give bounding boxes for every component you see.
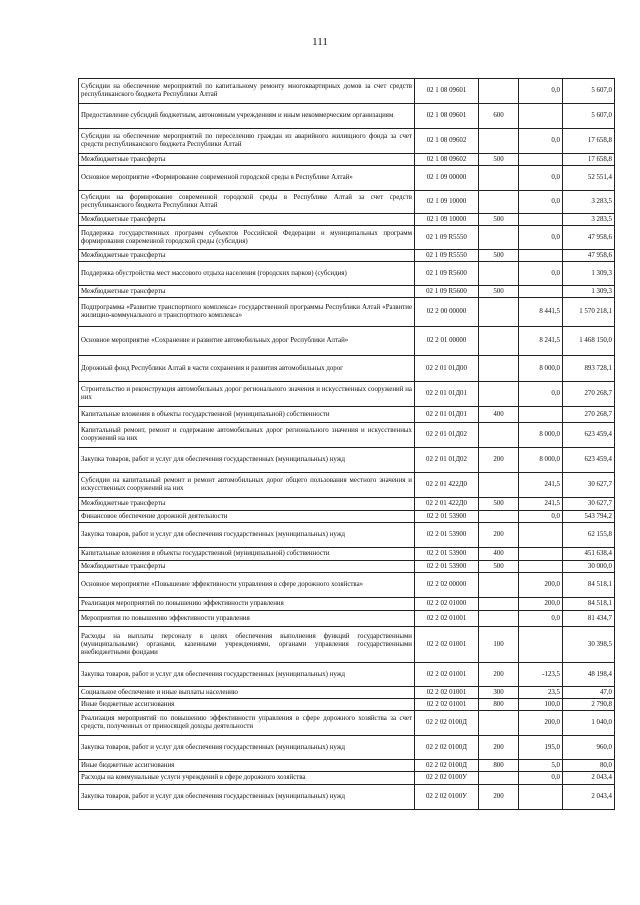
target-article-code-cell: 02 1 09 R5600 bbox=[415, 262, 479, 286]
total-amount-cell: 1 468 150,0 bbox=[563, 327, 615, 356]
total-amount-cell: 81 434,7 bbox=[563, 611, 615, 627]
expenditure-name-cell: Субсидии на обеспечение мероприятий по капитальному ремонту многоквартирных домов за счет средств республиканского бюджета Республики Алтай bbox=[79, 79, 415, 104]
total-amount-cell: 52 551,4 bbox=[563, 166, 615, 191]
expenditure-name-cell: Реализация мероприятий по повышению эффективности управления bbox=[79, 598, 415, 611]
target-article-code-cell: 02 2 02 0100У bbox=[415, 785, 479, 810]
expenditure-name-cell: Закупка товаров, работ и услуг для обеспечения государственных (муниципальных) нужд bbox=[79, 736, 415, 760]
expenditure-name-cell: Расходы на выплаты персоналу в целях обеспечения выполнения функций государственными (муниципальными) органами, казенными учреждениями, органами управления государственными внебюджетными фондами bbox=[79, 627, 415, 663]
change-amount-cell: 8 000,0 bbox=[519, 356, 563, 382]
change-amount-cell: 0,0 bbox=[519, 79, 563, 104]
expenditure-name-cell: Межбюджетные трансферты bbox=[79, 498, 415, 511]
target-article-code-cell: 02 2 02 01001 bbox=[415, 627, 479, 663]
total-amount-cell: 30 627,7 bbox=[563, 473, 615, 498]
table-row bbox=[79, 548, 615, 561]
expenditure-name-cell: Закупка товаров, работ и услуг для обеспечения государственных (муниципальных) нужд bbox=[79, 785, 415, 810]
total-amount-cell: 623 459,4 bbox=[563, 423, 615, 448]
expense-type-cell bbox=[479, 226, 519, 250]
change-amount-cell: 0,0 bbox=[519, 262, 563, 286]
expenditure-name-cell: Расходы на коммунальные услуги учреждений в сфере дорожного хозяйства bbox=[79, 772, 415, 785]
table-row bbox=[79, 687, 615, 699]
target-article-code-cell: 02 2 02 0100У bbox=[415, 772, 479, 785]
total-amount-cell: 30 000,0 bbox=[563, 561, 615, 573]
page-number: 111 bbox=[312, 36, 328, 48]
total-amount-cell: 3 283,5 bbox=[563, 214, 615, 226]
table-row bbox=[79, 250, 615, 262]
total-amount-cell: 2 043,4 bbox=[563, 785, 615, 810]
target-article-code-cell: 02 1 09 R5550 bbox=[415, 226, 479, 250]
table-row bbox=[79, 523, 615, 548]
change-amount-cell: 241,5 bbox=[519, 473, 563, 498]
total-amount-cell: 5 607,0 bbox=[563, 79, 615, 104]
target-article-code-cell: 02 1 09 10000 bbox=[415, 191, 479, 214]
change-amount-cell: 200,0 bbox=[519, 711, 563, 736]
expenditure-name-cell: Закупка товаров, работ и услуг для обеспечения государственных (муниципальных) нужд bbox=[79, 523, 415, 548]
total-amount-cell: 893 728,1 bbox=[563, 356, 615, 382]
target-article-code-cell: 02 2 02 01001 bbox=[415, 699, 479, 711]
expense-type-cell: 500 bbox=[479, 561, 519, 573]
total-amount-cell: 2 790,8 bbox=[563, 699, 615, 711]
expense-type-cell bbox=[479, 166, 519, 191]
table-row bbox=[79, 262, 615, 286]
target-article-code-cell: 02 2 01 01Д01 bbox=[415, 382, 479, 407]
expense-type-cell bbox=[479, 262, 519, 286]
total-amount-cell: 451 638,4 bbox=[563, 548, 615, 561]
table-row bbox=[79, 711, 615, 736]
expense-type-cell: 500 bbox=[479, 250, 519, 262]
change-amount-cell bbox=[519, 250, 563, 262]
change-amount-cell bbox=[519, 627, 563, 663]
total-amount-cell: 48 198,4 bbox=[563, 663, 615, 687]
expense-type-cell bbox=[479, 598, 519, 611]
expense-type-cell: 200 bbox=[479, 523, 519, 548]
target-article-code-cell: 02 2 02 01001 bbox=[415, 663, 479, 687]
total-amount-cell: 543 794,2 bbox=[563, 511, 615, 523]
expenditure-name-cell: Межбюджетные трансферты bbox=[79, 286, 415, 298]
target-article-code-cell: 02 2 01 01Д01 bbox=[415, 407, 479, 423]
table-body bbox=[79, 79, 615, 810]
expense-type-cell bbox=[479, 711, 519, 736]
change-amount-cell: 23,5 bbox=[519, 687, 563, 699]
change-amount-cell: -123,5 bbox=[519, 663, 563, 687]
total-amount-cell: 84 518,1 bbox=[563, 573, 615, 598]
expenditure-name-cell: Межбюджетные трансферты bbox=[79, 250, 415, 262]
total-amount-cell: 2 043,4 bbox=[563, 772, 615, 785]
expense-type-cell: 300 bbox=[479, 687, 519, 699]
expense-type-cell bbox=[479, 327, 519, 356]
expenditure-name-cell: Закупка товаров, работ и услуг для обеспечения государственных (муниципальных) нужд bbox=[79, 448, 415, 473]
target-article-code-cell: 02 1 08 09601 bbox=[415, 104, 479, 129]
expense-type-cell: 800 bbox=[479, 760, 519, 772]
change-amount-cell: 0,0 bbox=[519, 511, 563, 523]
table-row bbox=[79, 327, 615, 356]
expense-type-cell bbox=[479, 511, 519, 523]
total-amount-cell: 270 268,7 bbox=[563, 382, 615, 407]
expenditure-name-cell: Иные бюджетные ассигнования bbox=[79, 699, 415, 711]
total-amount-cell: 623 459,4 bbox=[563, 448, 615, 473]
change-amount-cell: 0,0 bbox=[519, 772, 563, 785]
target-article-code-cell: 02 1 09 00000 bbox=[415, 166, 479, 191]
change-amount-cell: 0,0 bbox=[519, 191, 563, 214]
expenditure-name-cell: Основное мероприятие «Повышение эффективности управления в сфере дорожного хозяйства» bbox=[79, 573, 415, 598]
expense-type-cell: 200 bbox=[479, 736, 519, 760]
target-article-code-cell: 02 2 01 53900 bbox=[415, 523, 479, 548]
expense-type-cell: 800 bbox=[479, 699, 519, 711]
expense-type-cell: 500 bbox=[479, 498, 519, 511]
target-article-code-cell: 02 2 01 01Д02 bbox=[415, 448, 479, 473]
table-row bbox=[79, 511, 615, 523]
expenditure-name-cell: Основное мероприятие «Формирование современной городской среды в Республике Алтай» bbox=[79, 166, 415, 191]
total-amount-cell: 3 283,5 bbox=[563, 191, 615, 214]
expenditure-name-cell: Подпрограмма «Развитие транспортного комплекса» государственной программы Республики Алтай «Развитие жилищно-коммунального и транспортного комплекса» bbox=[79, 298, 415, 327]
expense-type-cell bbox=[479, 298, 519, 327]
change-amount-cell bbox=[519, 154, 563, 166]
total-amount-cell: 960,0 bbox=[563, 736, 615, 760]
expense-type-cell: 500 bbox=[479, 154, 519, 166]
change-amount-cell bbox=[519, 561, 563, 573]
change-amount-cell bbox=[519, 214, 563, 226]
table-row bbox=[79, 561, 615, 573]
expenditure-name-cell: Строительство и реконструкция автомобильных дорог регионального значения и искусственных сооружений на них bbox=[79, 382, 415, 407]
target-article-code-cell: 02 2 02 00000 bbox=[415, 573, 479, 598]
expenditure-name-cell: Социальное обеспечение и иные выплаты населению bbox=[79, 687, 415, 699]
change-amount-cell: 200,0 bbox=[519, 598, 563, 611]
target-article-code-cell: 02 2 02 01001 bbox=[415, 611, 479, 627]
expense-type-cell bbox=[479, 129, 519, 154]
expenditure-name-cell: Капитальные вложения в объекты государственной (муниципальной) собственности bbox=[79, 407, 415, 423]
total-amount-cell: 1 309,3 bbox=[563, 262, 615, 286]
change-amount-cell: 100,0 bbox=[519, 699, 563, 711]
total-amount-cell: 1 040,0 bbox=[563, 711, 615, 736]
expense-type-cell bbox=[479, 356, 519, 382]
target-article-code-cell: 02 1 08 09601 bbox=[415, 79, 479, 104]
total-amount-cell: 47,0 bbox=[563, 687, 615, 699]
expenditure-name-cell: Поддержка государственных программ субъектов Российской Федерации и муниципальных программ формирования современной городской среды (субсидия) bbox=[79, 226, 415, 250]
change-amount-cell: 8 000,0 bbox=[519, 448, 563, 473]
change-amount-cell bbox=[519, 785, 563, 810]
table-row bbox=[79, 785, 615, 810]
total-amount-cell: 80,0 bbox=[563, 760, 615, 772]
expense-type-cell: 200 bbox=[479, 663, 519, 687]
change-amount-cell: 0,0 bbox=[519, 611, 563, 627]
target-article-code-cell: 02 2 01 01Д02 bbox=[415, 423, 479, 448]
expenditure-name-cell: Дорожный фонд Республики Алтай в части сохранения и развития автомобильных дорог bbox=[79, 356, 415, 382]
expense-type-cell bbox=[479, 191, 519, 214]
expenditure-name-cell: Капитальные вложения в объекты государственной (муниципальной) собственности bbox=[79, 548, 415, 561]
target-article-code-cell: 02 2 01 53900 bbox=[415, 548, 479, 561]
expenditure-name-cell: Субсидии на формирование современной городской среды в Республике Алтай за счет средств республиканского бюджета Республики Алтай bbox=[79, 191, 415, 214]
expense-type-cell: 500 bbox=[479, 214, 519, 226]
expenditure-name-cell: Субсидии на обеспечение мероприятий по переселению граждан из аварийного жилищного фонда за счет средств республиканского бюджета Республики Алтай bbox=[79, 129, 415, 154]
target-article-code-cell: 02 1 09 10000 bbox=[415, 214, 479, 226]
total-amount-cell: 17 658,8 bbox=[563, 154, 615, 166]
total-amount-cell: 47 958,6 bbox=[563, 250, 615, 262]
target-article-code-cell: 02 2 01 53900 bbox=[415, 511, 479, 523]
change-amount-cell: 8 441,5 bbox=[519, 298, 563, 327]
expense-type-cell: 400 bbox=[479, 548, 519, 561]
total-amount-cell: 47 958,6 bbox=[563, 226, 615, 250]
target-article-code-cell: 02 2 02 01000 bbox=[415, 598, 479, 611]
total-amount-cell: 5 607,0 bbox=[563, 104, 615, 129]
target-article-code-cell: 02 2 02 01001 bbox=[415, 687, 479, 699]
table-row bbox=[79, 611, 615, 627]
table-row bbox=[79, 166, 615, 191]
expense-type-cell bbox=[479, 423, 519, 448]
change-amount-cell: 0,0 bbox=[519, 129, 563, 154]
target-article-code-cell: 02 2 00 00000 bbox=[415, 298, 479, 327]
expenditure-name-cell: Реализация мероприятий по повышению эффективности управления в сфере дорожного хозяйства за счет средств, полученных от приносящей доходы деятельности bbox=[79, 711, 415, 736]
table-row bbox=[79, 79, 615, 104]
table-row bbox=[79, 448, 615, 473]
expense-type-cell bbox=[479, 611, 519, 627]
target-article-code-cell: 02 2 01 01Д00 bbox=[415, 356, 479, 382]
change-amount-cell: 195,0 bbox=[519, 736, 563, 760]
table-row bbox=[79, 699, 615, 711]
target-article-code-cell: 02 2 01 00000 bbox=[415, 327, 479, 356]
total-amount-cell: 270 268,7 bbox=[563, 407, 615, 423]
total-amount-cell: 30 398,5 bbox=[563, 627, 615, 663]
expense-type-cell bbox=[479, 772, 519, 785]
table-row bbox=[79, 598, 615, 611]
total-amount-cell: 84 518,1 bbox=[563, 598, 615, 611]
expenditure-name-cell: Предоставление субсидий бюджетным, автономным учреждениям и иным некоммерческим организациям bbox=[79, 104, 415, 129]
change-amount-cell: 200,0 bbox=[519, 573, 563, 598]
target-article-code-cell: 02 1 08 09602 bbox=[415, 129, 479, 154]
table-row bbox=[79, 286, 615, 298]
table-row bbox=[79, 663, 615, 687]
target-article-code-cell: 02 2 02 0100Д bbox=[415, 736, 479, 760]
expense-type-cell bbox=[479, 473, 519, 498]
expenditure-name-cell: Межбюджетные трансферты bbox=[79, 561, 415, 573]
table-row bbox=[79, 423, 615, 448]
expenditure-name-cell: Межбюджетные трансферты bbox=[79, 214, 415, 226]
table-row bbox=[79, 129, 615, 154]
table-row bbox=[79, 104, 615, 129]
expenditure-name-cell: Капитальный ремонт, ремонт и содержание автомобильных дорог регионального значения и искусственных сооружений на них bbox=[79, 423, 415, 448]
expense-type-cell: 400 bbox=[479, 407, 519, 423]
target-article-code-cell: 02 2 02 0100Д bbox=[415, 711, 479, 736]
change-amount-cell: 0,0 bbox=[519, 382, 563, 407]
target-article-code-cell: 02 2 01 422Д0 bbox=[415, 498, 479, 511]
change-amount-cell bbox=[519, 407, 563, 423]
expenditure-name-cell: Иные бюджетные ассигнования bbox=[79, 760, 415, 772]
target-article-code-cell: 02 1 09 R5550 bbox=[415, 250, 479, 262]
table-row bbox=[79, 736, 615, 760]
table-row bbox=[79, 191, 615, 214]
table-row bbox=[79, 473, 615, 498]
table-row bbox=[79, 298, 615, 327]
expense-type-cell: 600 bbox=[479, 104, 519, 129]
change-amount-cell: 8 241,5 bbox=[519, 327, 563, 356]
table-row bbox=[79, 214, 615, 226]
budget-table bbox=[78, 78, 615, 810]
expenditure-name-cell: Мероприятия по повышению эффективности управления bbox=[79, 611, 415, 627]
change-amount-cell bbox=[519, 286, 563, 298]
expense-type-cell bbox=[479, 573, 519, 598]
target-article-code-cell: 02 2 02 0100Д bbox=[415, 760, 479, 772]
table-row bbox=[79, 154, 615, 166]
target-article-code-cell: 02 1 08 09602 bbox=[415, 154, 479, 166]
expense-type-cell bbox=[479, 382, 519, 407]
table-row bbox=[79, 760, 615, 772]
change-amount-cell: 5,0 bbox=[519, 760, 563, 772]
change-amount-cell: 241,5 bbox=[519, 498, 563, 511]
expenditure-name-cell: Межбюджетные трансферты bbox=[79, 154, 415, 166]
expense-type-cell: 200 bbox=[479, 448, 519, 473]
change-amount-cell: 0,0 bbox=[519, 226, 563, 250]
expenditure-name-cell: Финансовое обеспечение дорожной деятельности bbox=[79, 511, 415, 523]
target-article-code-cell: 02 2 01 53900 bbox=[415, 561, 479, 573]
expense-type-cell: 500 bbox=[479, 286, 519, 298]
change-amount-cell bbox=[519, 523, 563, 548]
total-amount-cell: 62 155,8 bbox=[563, 523, 615, 548]
expense-type-cell: 100 bbox=[479, 627, 519, 663]
change-amount-cell bbox=[519, 548, 563, 561]
table-row bbox=[79, 627, 615, 663]
table-row bbox=[79, 772, 615, 785]
expense-type-cell bbox=[479, 79, 519, 104]
table-row bbox=[79, 407, 615, 423]
expense-type-cell: 200 bbox=[479, 785, 519, 810]
expenditure-name-cell: Субсидии на капитальный ремонт и ремонт автомобильных дорог общего пользования местного значения и искусственных сооружений на них bbox=[79, 473, 415, 498]
change-amount-cell bbox=[519, 104, 563, 129]
total-amount-cell: 30 627,7 bbox=[563, 498, 615, 511]
total-amount-cell: 1 309,3 bbox=[563, 286, 615, 298]
total-amount-cell: 17 658,8 bbox=[563, 129, 615, 154]
expenditure-name-cell: Закупка товаров, работ и услуг для обеспечения государственных (муниципальных) нужд bbox=[79, 663, 415, 687]
expenditure-name-cell: Основное мероприятие «Сохранение и развитие автомобильных дорог Республики Алтай» bbox=[79, 327, 415, 356]
table-row bbox=[79, 498, 615, 511]
change-amount-cell: 0,0 bbox=[519, 166, 563, 191]
target-article-code-cell: 02 2 01 422Д0 bbox=[415, 473, 479, 498]
table-row bbox=[79, 382, 615, 407]
table-row bbox=[79, 573, 615, 598]
target-article-code-cell: 02 1 09 R5600 bbox=[415, 286, 479, 298]
table-row bbox=[79, 226, 615, 250]
total-amount-cell: 1 570 218,1 bbox=[563, 298, 615, 327]
table-row bbox=[79, 356, 615, 382]
expenditure-name-cell: Поддержка обустройства мест массового отдыха населения (городских парков) (субсидия) bbox=[79, 262, 415, 286]
change-amount-cell: 8 000,0 bbox=[519, 423, 563, 448]
